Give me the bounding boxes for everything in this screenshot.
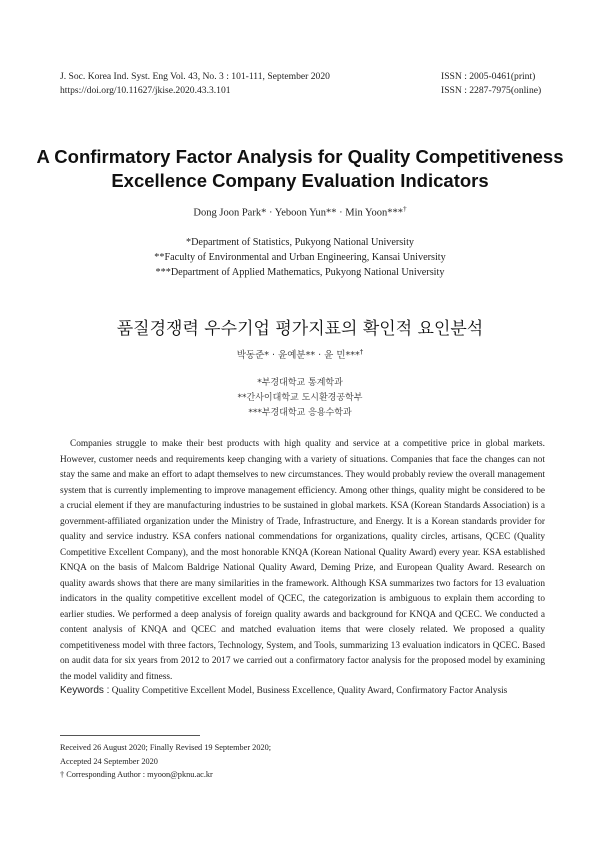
affiliation-3: ***Department of Applied Mathematics, Pukyong National University <box>155 267 445 278</box>
footnote-accepted: Accepted 24 September 2020 <box>60 756 158 766</box>
corresponding-mark: † <box>403 205 407 213</box>
issn-block <box>441 70 541 98</box>
abstract: Companies struggle to make their best products with high quality and service at a competitive price in global markets. However, customer needs and requirements keep changing with a variety of situations. Companies that face the changes can not stay the same and make an effort to adapt themselves to new circumstances. They would probably review the overall management system that is currently implementing to improve management efficiency. Among other things, quality might be considered to be a crucial element if they are manufacturing industries to be sustained in global markets. KSA (Korean Standards Association) is a government-affiliated organization under the Ministry of Trade, Infrastructure, and Energy. It is a Korean standards provider for quality and service industry. KSA confers national commendations for organizations, quality circles, artisans, QCEC (Quality Competitive Excellent Company), and the most honorable KNQA (Korean National Quality Award) every year. KSA established KNQA on the basis of Malcom Baldrige National Quality Award, Deming Prize, and European Quality Award. Research on quality awards shows that there are many similarities in the framework. Although KSA summarizes two factors for 13 evaluation indicators in the quality competitive excellent model of QCEC, the categorization is ambiguous to explain them according to earlier studies. We performed a deep analysis of foreign quality awards and background for KNQA and QCEC. We conducted a content analysis of KNQA and QCEC and matched evaluation items that were closely related. We proposed a quality competitiveness model with three factors, Technology, System, and Tools, summarizing 13 evaluation indicators in QCEC. Based on audit data for six years from 2012 to 2017 we carried out a confirmatory factor analysis for the proposed model by examining the model validity and fitness. <box>60 439 545 682</box>
footnotes <box>60 741 271 782</box>
footnote-received: Received 26 August 2020; Finally Revised 19 September 2020; <box>60 743 272 752</box>
keywords-label: Keywords : <box>60 685 110 696</box>
journal-header <box>60 70 330 98</box>
affiliation-2: **Faculty of Environmental and Urban Engineering, Kansai University <box>154 252 446 263</box>
doi-link[interactable]: https://doi.org/10.11627/jkise.2020.43.3.101 <box>60 85 231 96</box>
korean-affiliations <box>0 376 600 421</box>
issn-online: ISSN : 2287-7975(online) <box>441 85 542 96</box>
title-line-1: A Confirmatory Factor Analysis for Quality Competitiveness <box>36 146 564 167</box>
korean-author-names: 박동준* · 윤예분** · 윤 민*** <box>236 350 360 361</box>
korean-affiliation-2: **간사이대학교 도시환경공학부 <box>237 393 363 403</box>
korean-affiliation-1: *부경대학교 통계학과 <box>257 378 343 388</box>
affiliation-1: *Department of Statistics, Pukyong National University <box>185 237 415 248</box>
affiliations <box>0 235 600 280</box>
keywords <box>60 685 550 696</box>
korean-affiliation-3: ***부경대학교 응용수학과 <box>248 408 352 418</box>
title-line-2: Excellence Company Evaluation Indicators <box>111 170 489 191</box>
author-list <box>0 205 600 219</box>
korean-corresponding-mark: † <box>359 347 364 356</box>
footnote-divider <box>60 735 200 736</box>
keywords-text: Quality Competitive Excellent Model, Business Excellence, Quality Award, Confirmatory Factor Analysis <box>111 686 508 696</box>
journal-citation: J. Soc. Korea Ind. Syst. Eng Vol. 43, No. 3 : 101-111, September 2020 <box>60 71 330 82</box>
paper-title <box>0 145 600 193</box>
footnote-corresponding: † Corresponding Author : myoon@pknu.ac.kr <box>60 770 213 779</box>
author-names: Dong Joon Park* · Yeboon Yun** · Min Yoon*** <box>193 207 404 219</box>
korean-title: 품질경쟁력 우수기업 평가지표의 확인적 요인분석 <box>116 319 484 339</box>
korean-author-list <box>0 347 600 361</box>
issn-print: ISSN : 2005-0461(print) <box>441 71 536 82</box>
